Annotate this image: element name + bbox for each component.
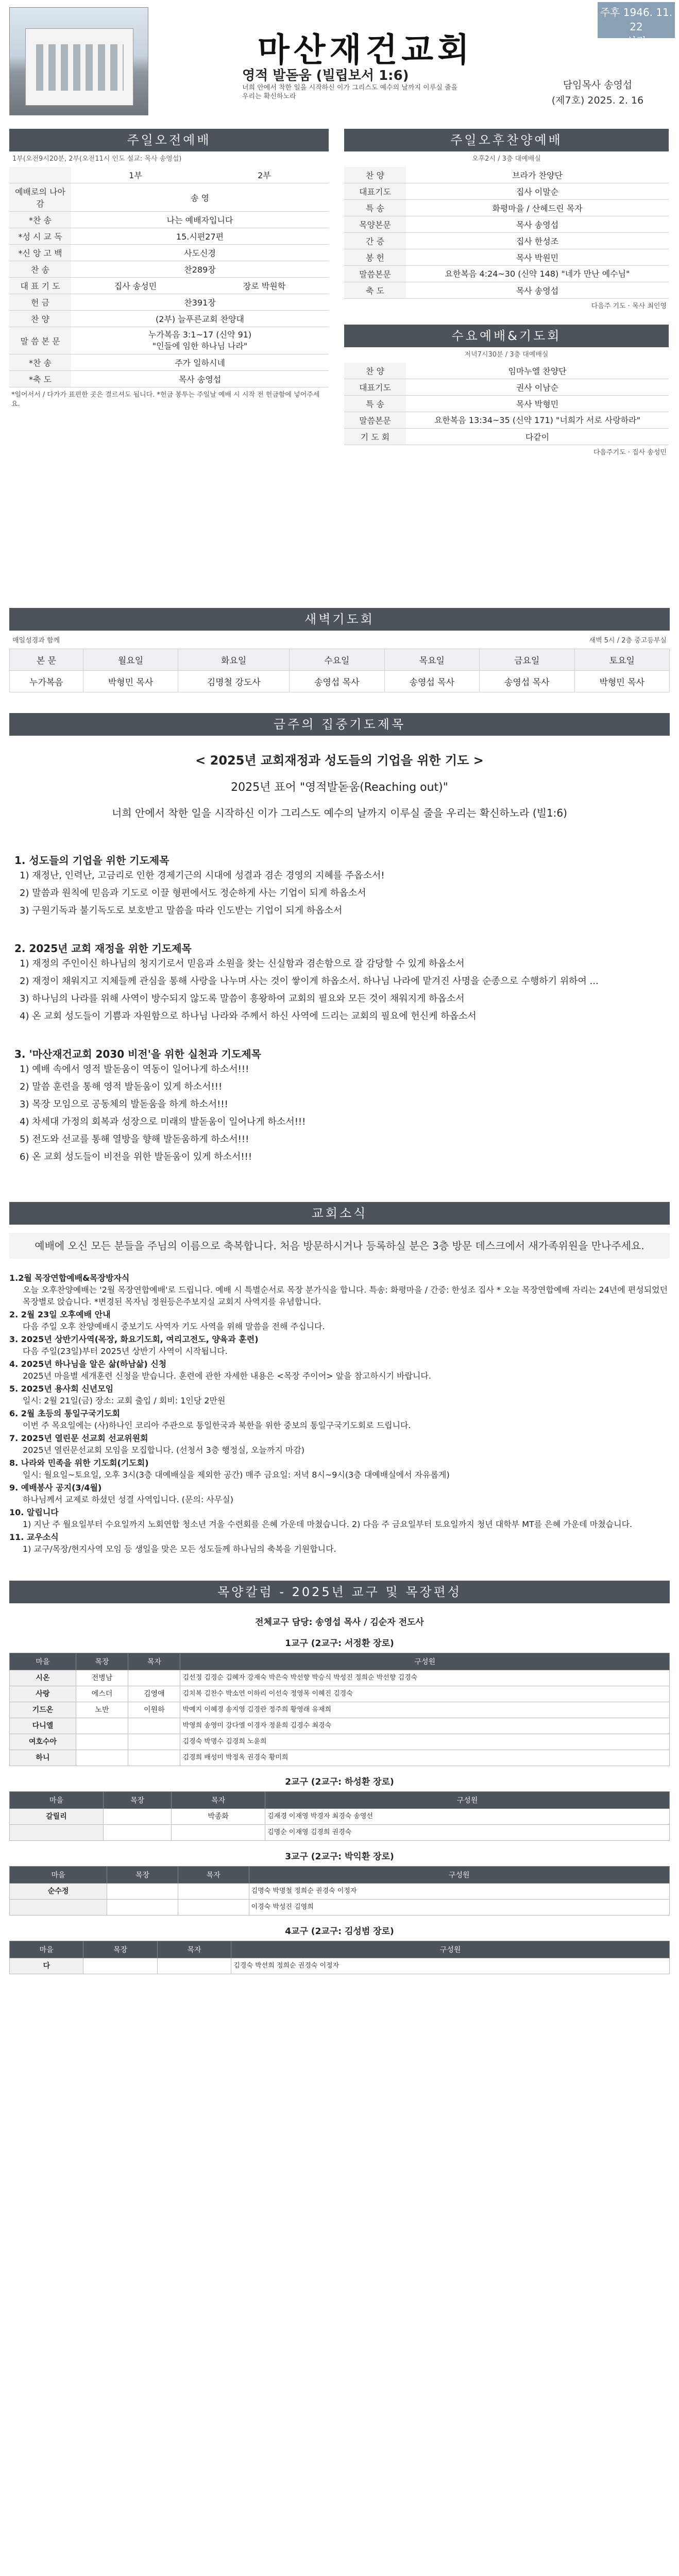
zone-column-header: 목장 (107, 1867, 178, 1884)
table-row (10, 1702, 670, 1718)
zone-table (9, 1941, 670, 1974)
founding-date-tag (598, 2, 675, 47)
news-item (9, 1457, 670, 1481)
news-item (9, 1383, 670, 1406)
prayer-item: 3) 목장 모임으로 공동체의 발돋움을 하게 하소서!!! (20, 1099, 228, 1110)
zone-members: 박예지 이혜경 송지영 김경란 정주희 황영래 유재희 (180, 1702, 670, 1718)
sunday-worship-title: 주일오전예배 (9, 129, 329, 151)
table-row: 목양본문 목사 송영섭 (344, 216, 669, 233)
zone-column-header: 구성원 (180, 1653, 670, 1670)
zone-leader (157, 1958, 231, 1974)
zone-members: 김명순 이재영 김경희 권경숙 (265, 1825, 670, 1841)
zone-name: 에스더 (76, 1686, 128, 1702)
table-row (10, 1825, 670, 1841)
zone-name (103, 1809, 171, 1825)
zone-column-header: 목자 (178, 1867, 249, 1884)
table-row: 찬 양 임마누엘 찬양단 (344, 363, 669, 379)
news-item-title: 7. 2025년 열린문 선교회 선교위원회 (9, 1433, 148, 1443)
prayer-item: 3) 구원기독과 불기독도로 보호받고 말씀을 따라 인도받는 기업이 되게 하옵소서 (20, 905, 343, 916)
afternoon-column (344, 129, 669, 461)
zone-village (10, 1900, 107, 1916)
zone-village: 순수정 (10, 1884, 107, 1900)
zone-leader: 박종화 (172, 1809, 265, 1825)
zone-leader (128, 1734, 180, 1750)
afternoon-worship-note: 오후2시 / 3층 대예배실 (472, 155, 541, 163)
afternoon-worship-title: 주일오후찬양예배 (344, 129, 669, 151)
dawn-prayer-section (9, 608, 670, 692)
table-row: 말씀본문 요한복음 4:24~30 (신약 148) "네가 만난 예수님" (344, 266, 669, 282)
news-item (9, 1531, 670, 1555)
service-1-header: 1부 (71, 167, 200, 183)
prayer-section-title: 1. 성도들의 기업을 위한 기도제목 (14, 854, 169, 867)
zone-members: 김재경 이재영 박경자 최경숙 송영선 (265, 1809, 670, 1825)
news-item-title: 9. 예배봉사 공지(3/4월) (9, 1483, 102, 1493)
news-item-body: 다음 주일(23일)부터 2025년 상반기 사역이 시작됩니다. (23, 1346, 228, 1356)
zone-column-header: 목장 (76, 1653, 128, 1670)
news-item-body: 일시: 2월 21일(금) 장소: 교회 출입 / 회비: 1인당 2만원 (23, 1396, 226, 1405)
news-item-body: 이번 주 목요일에는 (사)하나인 코리아 주관으로 통일한국과 북한을 위한 중보의 통일구국기도회로 드립니다. (23, 1420, 411, 1430)
prayer-item: 6) 온 교회 성도들이 비전을 위한 발돋움이 있게 하소서!!! (20, 1151, 252, 1162)
table-row: 예배로의 나아감 송 영 (9, 183, 329, 212)
table-row (10, 1750, 670, 1766)
table-row: 헌 금 찬391장 (9, 294, 329, 311)
table-row (10, 1718, 670, 1734)
table-row (10, 1670, 670, 1686)
table-row (10, 1867, 670, 1884)
table-row: 간 증 집사 한성조 (344, 233, 669, 249)
zone-name (107, 1884, 178, 1900)
news-item-title: 3. 2025년 상반기사역(목장, 화요기도회, 여리고전도, 양육과 훈련) (9, 1334, 259, 1344)
prayer-item: 3) 하나님의 나라를 위해 사역이 방수되지 않도록 말씀이 흥왕하여 교회의 필요와 모든 것이 채워지게 하옵소서 (20, 993, 465, 1004)
table-row: 본 문 월요일 화요일 수요일 목요일 금요일 토요일 (10, 649, 670, 671)
zone-table (9, 1653, 670, 1766)
dawn-prayer-table (9, 649, 670, 692)
bulletin-header (0, 0, 679, 129)
church-meta (520, 77, 675, 108)
prayer-item: 1) 재정의 주인이신 하나님의 청지기로서 믿음과 소원을 찾는 신실함과 겸손함으로 잘 감당할 수 있게 하옵소서 (20, 958, 465, 969)
table-row (10, 1686, 670, 1702)
zone-members: 김경숙 박선희 정희순 권경숙 이정자 (231, 1958, 670, 1974)
news-item-body: 2025년 열린문선교회 모임을 모집합니다. (선청서 3층 행정실, 오늘까지 마감) (23, 1445, 305, 1455)
zone-column-header: 마을 (10, 1792, 104, 1809)
founding-label: 설립 (626, 35, 647, 47)
prayer-list (9, 852, 670, 1166)
prayer-section-title: 2. 2025년 교회 재정을 위한 기도제목 (14, 942, 192, 955)
church-title: 마산재건교회 (258, 31, 473, 70)
wednesday-table (344, 363, 669, 445)
zone-column-header: 구성원 (265, 1792, 670, 1809)
news-item (9, 1506, 670, 1530)
sunday-worship-table (9, 167, 329, 387)
senior-pastor: 담임목사 송영섭 (563, 79, 633, 91)
zone-column-header: 마을 (10, 1941, 83, 1958)
news-item (9, 1333, 670, 1357)
prayer-section (9, 713, 670, 1166)
prayer-item: 2) 말씀과 원칙에 믿음과 기도로 이끌 형편에서도 정순하게 사는 기업이 되게 하옵소서 (20, 888, 366, 899)
zone-name: 노반 (76, 1702, 128, 1718)
zone-name (76, 1734, 128, 1750)
table-row: *축 도 목사 송영섭 (9, 371, 329, 387)
zones-subtitle: 전체교구 담당: 송영섭 목사 / 김순자 전도사 (255, 1617, 424, 1628)
prayer-item: 4) 온 교회 성도들이 기쁨과 자원함으로 하나님 나라와 주께서 하신 사역에 드리는 교회의 필요에 헌신케 하옵소서 (20, 1011, 477, 1022)
zone-table (9, 1866, 670, 1916)
news-item-body: 2025년 마을별 세개훈련 신청을 받습니다. 훈련에 관한 자세한 내용은 <목장 주이어> 앞을 참고하시기 바랍니다. (23, 1371, 431, 1381)
zone-column-header: 목장 (103, 1792, 171, 1809)
table-row (9, 167, 329, 183)
table-row: 누가복음 박형민 목사 김명철 강도사 송영섭 목사 송영섭 목사 송영섭 목사 박형민 목사 (10, 671, 670, 692)
dawn-prayer-title: 새벽기도회 (9, 608, 670, 631)
zone-village: 여호수아 (10, 1734, 76, 1750)
prayer-item: 4) 차세대 가정의 회복과 성장으로 미래의 발돋움이 일어나게 하소서!!! (20, 1116, 306, 1127)
prayer-heading: < 2025년 교회재정과 성도들의 기업을 위한 기도 > (195, 753, 484, 768)
table-row (10, 1809, 670, 1825)
zone-name (103, 1825, 171, 1841)
zone-column-header: 마을 (10, 1653, 76, 1670)
sunday-worship-note: 1부(오전9시20분, 2부(오전11시 인도 설교: 목사 송영섭) (12, 155, 182, 163)
news-welcome-banner: 예배에 오신 모든 분들을 주님의 이름으로 축복합니다. 처음 방문하시거나 등록하실 분은 3층 방문 데스크에서 새가족위원을 만나주세요. (9, 1233, 670, 1259)
news-item-title: 4. 2025년 하나님을 알은 삶(하남삶) 신청 (9, 1359, 167, 1369)
zones-title: 목양칼럼 - 2025년 교구 및 목장편성 (9, 1581, 670, 1603)
news-item (9, 1408, 670, 1431)
zone-leader (128, 1670, 180, 1686)
zone-members: 김치복 김찬수 박소연 이하리 이선숙 정영목 이혜진 김경숙 (180, 1686, 670, 1702)
zone-village: 하니 (10, 1750, 76, 1766)
zone-leader (178, 1884, 249, 1900)
dawn-note-left: 매일성경과 함께 (12, 637, 60, 645)
zone-column-header: 마을 (10, 1867, 107, 1884)
church-theme: 영적 발돋움 (빌립보서 1:6) (242, 68, 409, 83)
sunday-morning-column (9, 129, 329, 412)
table-row: 봉 헌 목사 박원민 (344, 249, 669, 266)
zone-village (10, 1825, 104, 1841)
table-row (10, 1941, 670, 1958)
zone-name (83, 1958, 157, 1974)
zone-column-header: 구성원 (249, 1867, 669, 1884)
worship-info (0, 129, 679, 603)
table-row (10, 1884, 670, 1900)
news-section (9, 1202, 670, 1555)
table-row: 찬 양 (2부) 늘푸른교회 찬양대 (9, 311, 329, 327)
zone-members: 김명숙 박명철 정희순 권경숙 이정자 (249, 1884, 669, 1900)
table-row: *신 앙 고 백 사도신경 (9, 245, 329, 261)
news-item-body: 1) 교구/목장/현지사역 모임 등 생일을 맞은 모든 성도들께 하나님의 축복을 기원합니다. (23, 1544, 336, 1554)
news-item (9, 1482, 670, 1505)
table-row (10, 1792, 670, 1809)
wednesday-title: 수요예배&기도회 (344, 325, 669, 347)
zone-village: 다 (10, 1958, 83, 1974)
table-row (10, 1653, 670, 1670)
zone-column-header: 목자 (128, 1653, 180, 1670)
table-row: 찬 송 찬289장 (9, 261, 329, 278)
zones-list (9, 1636, 670, 1974)
news-item-title: 11. 교우소식 (9, 1532, 59, 1542)
issue-volume: (제7호) 2025. 2. 16 (551, 95, 644, 106)
zone-column-header: 목장 (83, 1941, 157, 1958)
zone-column-header: 목자 (157, 1941, 231, 1958)
zones-section (9, 1581, 670, 1974)
zone-table (9, 1791, 670, 1841)
afternoon-worship-table (344, 167, 669, 299)
zone-members: 김경숙 박명수 김경희 노윤희 (180, 1734, 670, 1750)
zone-members: 박영희 송영미 강다엘 이경자 정윤희 김경수 최경숙 (180, 1718, 670, 1734)
table-row (10, 1734, 670, 1750)
news-item-body: 오늘 오후찬양예배는 '2월 목장연합예배'로 드립니다. 예배 시 특별순서로 목장 분가식을 합니다. 특송: 화평마을 / 간증: 한성조 집사 * 오늘 목장연합예배 자리는 24년에 편성되었던 목장별로 앉습니다. *변경된 목자님 정원등은주보지실 교회지 사역지를 유념합니다. (23, 1285, 668, 1307)
zone-members: 김선정 김경순 김혜자 강재숙 박은숙 박선향 박승식 박성진 정희순 박선향 김경숙 (180, 1670, 670, 1686)
zone-name (76, 1750, 128, 1766)
news-item-title: 2. 2월 23일 오후예배 안내 (9, 1310, 111, 1319)
prayer-item: 1) 재정난, 인력난, 고금리로 인한 경제기근의 시대에 성결과 겸손 경영의 지혜를 주옵소서! (20, 870, 385, 881)
table-row (10, 1958, 670, 1974)
prayer-section-title: 3. '마산재건교회 2030 비전'을 위한 실천과 기도제목 (14, 1048, 261, 1060)
table-row: 대 표 기 도 집사 송성민 장로 박원학 (9, 278, 329, 294)
afternoon-footnote: 다음주 기도 · 목사 최인영 (591, 302, 667, 310)
zone-heading: 4교구 (2교구: 김성범 장로) (285, 1926, 394, 1937)
table-row: 특 송 화평마을 / 산헤드린 목자 (344, 200, 669, 216)
church-photo (9, 7, 148, 115)
news-item-title: 5. 2025년 용사회 신년모임 (9, 1384, 114, 1394)
zone-name: 전병남 (76, 1670, 128, 1686)
prayer-item: 2) 재정이 채워지고 지체들께 관심을 통해 사랑을 나누며 사는 것이 쌓이게 하옵소서. 하나님 나라에 맡겨진 사명을 순종으로 수행하기 위하여 ... (20, 976, 599, 987)
zone-leader (128, 1750, 180, 1766)
zone-name (107, 1900, 178, 1916)
zone-members: 김경희 배성미 박정옥 권경숙 황미희 (180, 1750, 670, 1766)
news-item-body: 1) 지난 주 월요일부터 수요일까지 노회연합 청소년 겨울 수련회를 은혜 가운데 마쳤습니다. 2) 다음 주 금요일부터 토요일까지 청년 대학부 MT를 은혜 가운데 마쳤습니다. (23, 1519, 633, 1529)
zone-leader (172, 1825, 265, 1841)
news-item-title: 1.2월 목장연합예배&목장방자식 (9, 1273, 130, 1283)
zone-village: 다니엘 (10, 1718, 76, 1734)
zone-column-header: 구성원 (231, 1941, 670, 1958)
prayer-item: 1) 예배 속에서 영적 발돋움이 역동이 일어나게 하소서!!! (20, 1064, 249, 1075)
table-row: 기 도 회 다같이 (344, 429, 669, 445)
table-row (10, 1900, 670, 1916)
church-motto: 너희 안에서 착한 일을 시작하신 이가 그리스도 예수의 날까지 이루실 줄을 우리는 확신하노라 (242, 84, 458, 100)
zone-heading: 3교구 (2교구: 박익환 장로) (285, 1852, 394, 1862)
zone-leader (178, 1900, 249, 1916)
zone-leader (128, 1718, 180, 1734)
prayer-title: 금주의 집중기도제목 (9, 713, 670, 736)
wednesday-note: 저녁7시30분 / 3층 대예배실 (464, 351, 549, 359)
news-item-body: 다음 주일 오후 찬양예배시 중보기도 사역자 기도 사역을 위해 말씀을 전해 주십니다. (23, 1321, 325, 1331)
prayer-item: 5) 전도와 선교를 통해 열방을 향해 발돋움하게 하소서!!! (20, 1134, 249, 1145)
table-row: 축 도 목사 송영섭 (344, 282, 669, 299)
table-row: 말 씀 본 문 누가복음 3:1~17 (신약 91) "인들에 임한 하나님 나라" (9, 327, 329, 354)
sunday-worship-footnote: *일어서서 / 다가가 표편한 곳은 결르셔도 됩니다. *헌금 봉투는 주일날 예배 시 시작 전 헌금함에 넣어주세요. (11, 391, 320, 408)
news-item-title: 10. 알립니다 (9, 1507, 59, 1517)
prayer-item: 2) 말씀 훈련을 통해 영적 발돋움이 있게 하소서!!! (20, 1081, 223, 1092)
zone-heading: 2교구 (2교구: 하성환 장로) (285, 1777, 394, 1787)
service-2-header: 2부 (200, 167, 329, 183)
table-row: 말씀본문 요한복음 13:34~35 (신약 171) "너희가 서로 사랑하라" (344, 412, 669, 429)
news-item (9, 1309, 670, 1332)
zone-village: 갈릴리 (10, 1809, 104, 1825)
prayer-year-theme: 2025년 표어 "영적발돋움(Reaching out)" (231, 781, 448, 794)
zone-leader: 김영애 (128, 1686, 180, 1702)
table-row: 찬 양 브라가 찬양단 (344, 167, 669, 183)
table-row: 대표기도 집사 이말순 (344, 183, 669, 200)
dawn-note-right: 새벽 5시 / 2층 중고등부실 (589, 637, 667, 645)
wednesday-footnote: 다음주기도 · 집사 송성민 (593, 449, 667, 456)
zone-village: 시온 (10, 1670, 76, 1686)
table-row: *찬 송 나는 예배자입니다 (9, 212, 329, 228)
zone-village: 기드온 (10, 1702, 76, 1718)
zone-name (76, 1718, 128, 1734)
table-row: 특 송 목사 박형민 (344, 396, 669, 412)
news-title: 교회소식 (9, 1202, 670, 1225)
zone-column-header: 목자 (172, 1792, 265, 1809)
zone-members: 이경숙 박성진 김영희 (249, 1900, 669, 1916)
news-item (9, 1432, 670, 1456)
table-row: *찬 송 주가 일하시네 (9, 354, 329, 371)
news-list (9, 1272, 670, 1555)
news-item-title: 6. 2월 초등의 통일구국기도회 (9, 1409, 121, 1418)
zone-heading: 1교구 (2교구: 서정환 장로) (285, 1638, 394, 1649)
zone-village: 사랑 (10, 1686, 76, 1702)
news-item-body: 하나님께서 교제로 하셨던 성결 사역입니다. (문의: 사무실) (23, 1495, 233, 1504)
news-item-title: 8. 나라와 민족을 위한 기도회(기도회) (9, 1458, 149, 1468)
table-row: *성 시 교 독 15.시편27편 (9, 228, 329, 245)
prayer-verse: 너희 안에서 착한 일을 시작하신 이가 그리스도 예수의 날까지 이루실 줄을 우리는 확신하노라 (빌1:6) (112, 807, 567, 819)
news-item (9, 1358, 670, 1382)
news-item-body: 일시: 월요일~토요일, 오후 3시(3층 대예배실을 제외한 공간) 매주 금요일: 저녁 8시~9시(3층 대예배실에서 자유롭게) (23, 1470, 450, 1480)
zone-leader: 이원하 (128, 1702, 180, 1718)
table-row: 대표기도 권사 이남순 (344, 379, 669, 396)
founding-date: 주후 1946. 11. 22 (600, 6, 673, 33)
news-item (9, 1272, 670, 1308)
